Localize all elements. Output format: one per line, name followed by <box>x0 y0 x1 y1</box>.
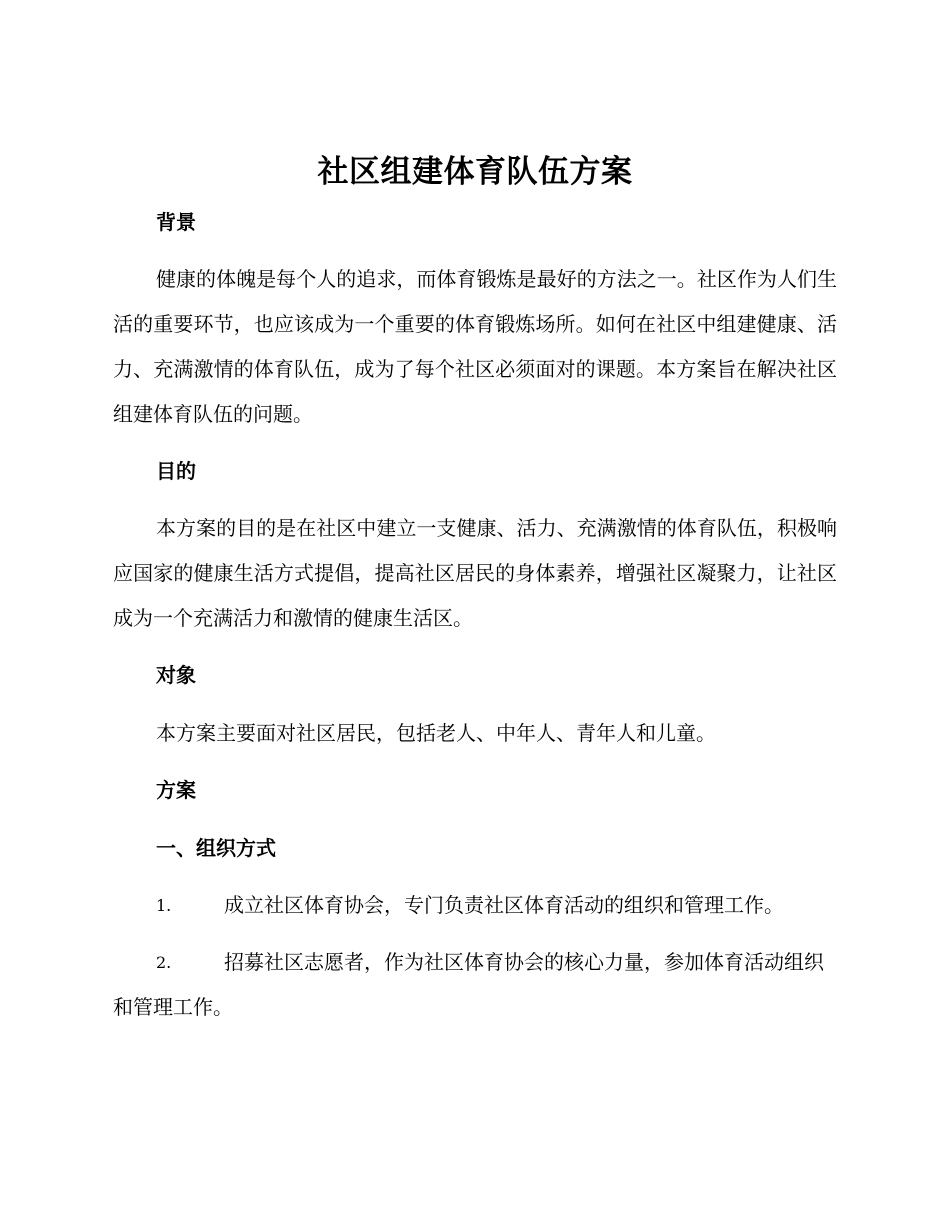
document-title: 社区组建体育队伍方案 <box>317 154 633 190</box>
heading-target: 对象 <box>156 663 196 687</box>
heading-plan: 方案 <box>156 778 196 802</box>
list-item <box>113 883 837 928</box>
heading-background: 背景 <box>156 210 196 234</box>
list-item <box>113 940 837 1030</box>
paragraph-purpose: 本方案的目的是在社区中建立一支健康、活力、充满激情的体育队伍，积极响应国家的健康生活方式提倡，提高社区居民的身体素养，增强社区凝聚力，让社区成为一个充满活力和激情的健康生活区。 <box>113 516 837 630</box>
paragraph-background: 健康的体魄是每个人的追求，而体育锻炼是最好的方法之一。社区作为人们生活的重要环节，也应该成为一个重要的体育锻炼场所。如何在社区中组建健康、活力、充满激情的体育队伍，成为了每个社区必须面对的课题。本方案旨在解决社区组建体育队伍的问题。 <box>113 267 837 426</box>
subheading-organization: 一、组织方式 <box>156 836 276 860</box>
list-item-number: 1. <box>156 896 172 915</box>
paragraph-target: 本方案主要面对社区居民，包括老人、中年人、青年人和儿童。 <box>156 721 716 745</box>
list-item-text: 招募社区志愿者，作为社区体育协会的核心力量，参加体育活动组织和管理工作。 <box>113 950 824 1019</box>
list-item-text: 成立社区体育协会，专门负责社区体育活动的组织和管理工作。 <box>224 893 784 917</box>
list-item-number: 2. <box>156 953 172 972</box>
heading-purpose: 目的 <box>156 459 196 483</box>
